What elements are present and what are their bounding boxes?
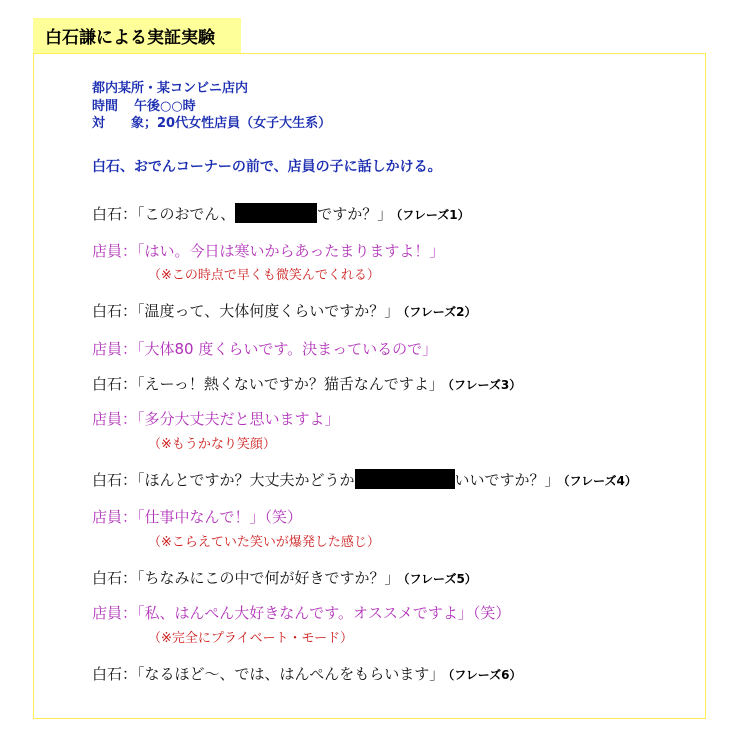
dialogue-line-5 [92,373,521,394]
line-text: 「仕事中なんで！」（笑） [137,508,303,526]
speaker-label: 白石： [92,569,138,587]
phrase-tag: （フレーズ3） [447,378,522,392]
meta-target-label: 対 象； [92,116,158,131]
meta-place: 都内某所・某コンビニ店内 [92,81,249,96]
speaker-label: 店員： [92,604,138,622]
line-text-pre: 「このおでん、 [137,205,236,223]
line-text: 「大体80 度くらいです。決まっているので」 [137,340,438,358]
meta-time [92,98,331,116]
speaker-label: 店員： [92,410,138,428]
line-text: 「温度って、大体何度くらいですか？」 [137,302,400,320]
speaker-label: 白石： [92,665,138,683]
meta-time-label: 時間 [92,98,119,114]
dialogue-line-3 [92,300,477,321]
experiment-box [33,53,706,719]
phrase-tag: （フレーズ4） [563,474,637,488]
speaker-label: 白石： [92,471,138,489]
section-title: 白石謙による実証実験 [33,18,241,53]
speaker-label: 店員： [92,242,138,260]
meta-target [92,115,331,133]
line-text-post: ですか？」 [317,205,393,223]
line-text: 「えーっ！熱くないですか？猫舌なんですよ」 [137,375,444,393]
line-note: （※もうかなり笑顔） [148,437,276,452]
meta-time-value: 午後○○時 [134,98,196,114]
phrase-tag: （フレーズ6） [448,668,522,682]
dialogue-line-9 [92,567,477,588]
phrase-tag: （フレーズ2） [403,305,477,319]
line-note: （※この時点で早くも微笑んでくれる） [148,268,380,283]
dialogue-line-10 [92,602,510,623]
line-text: 「私、はんぺん大好きなんです。オススメですよ」（笑） [137,604,511,622]
scene-intro: 白石、おでんコーナーの前で、店員の子に話しかける。 [92,159,442,175]
meta-target-value: 20代女性店員（女子大生系） [157,116,332,131]
redaction-block [235,203,317,223]
line-text: 「多分大丈夫だと思いますよ」 [137,410,340,428]
line-text-post: いいですか？」 [454,471,560,489]
line-note: （※こらえていた笑いが爆発した感じ） [148,535,380,550]
line-text: 「なるほど〜、では、はんぺんをもらいます」 [137,665,445,683]
speaker-label: 店員： [92,508,138,526]
speaker-label: 白石： [92,375,138,393]
line-text: 「はい。今日は寒いからあったまりますよ！」 [137,242,445,260]
phrase-tag: （フレーズ5） [403,572,477,586]
dialogue-line-11 [92,663,522,684]
speaker-label: 白石： [92,205,138,223]
line-text-pre: 「ほんとですか？大丈夫かどうか [137,471,355,489]
phrase-tag: （フレーズ1） [396,208,470,222]
speaker-label: 白石： [92,302,138,320]
dialogue-line-2 [92,240,444,261]
dialogue-line-8 [92,506,302,527]
experiment-meta [92,80,331,133]
dialogue-line-4 [92,338,437,359]
line-text: 「ちなみにこの中で何が好きですか？」 [137,569,400,587]
redaction-block [355,469,455,489]
dialogue-line-6 [92,408,340,429]
line-note: （※完全にプライベート・モード） [148,631,353,646]
speaker-label: 店員： [92,340,138,358]
dialogue-line-7 [92,469,637,490]
dialogue-line-1 [92,203,470,224]
